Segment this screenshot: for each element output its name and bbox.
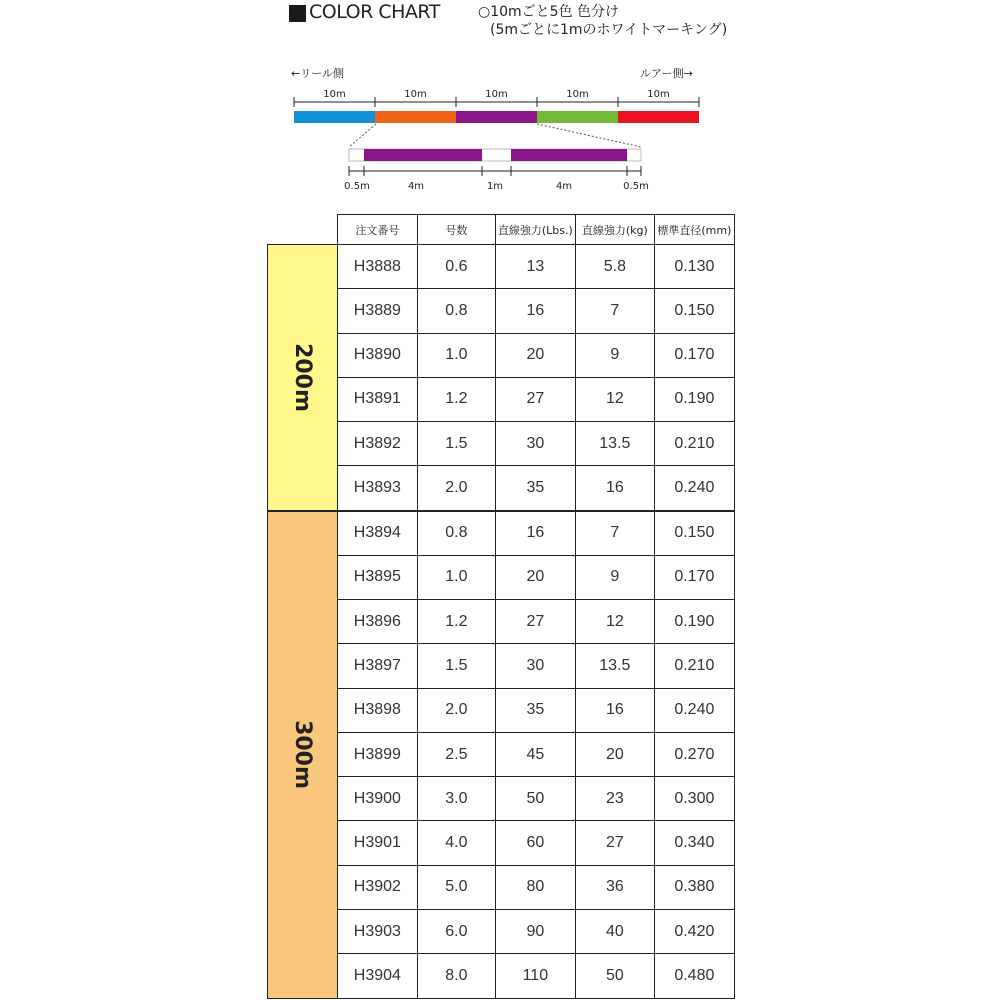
size-cell: 1.2 (417, 600, 495, 644)
table-row (268, 333, 735, 377)
order-no-cell: H3898 (337, 688, 417, 732)
diameter-cell: 0.210 (654, 422, 734, 466)
strength-lbs-cell: 16 (495, 511, 575, 556)
strength-kg-cell: 5.8 (575, 245, 654, 289)
strength-lbs-cell: 35 (495, 466, 575, 511)
table-row (268, 422, 735, 466)
strength-kg-cell: 16 (575, 466, 654, 511)
lure-side-label: ルアー側→ (640, 67, 693, 80)
length-group-label (268, 511, 338, 998)
color-segment (375, 111, 456, 123)
detail-length-label: 4m (407, 181, 425, 192)
order-no-cell: H3891 (337, 377, 417, 421)
order-no-cell: H3888 (337, 245, 417, 289)
diameter-cell: 0.270 (654, 732, 734, 776)
table-row (268, 644, 735, 688)
size-cell: 2.5 (417, 732, 495, 776)
size-cell: 1.0 (417, 333, 495, 377)
detail-length-label: 0.5m (623, 181, 649, 192)
order-no-cell: H3903 (337, 909, 417, 953)
strength-lbs-cell: 110 (495, 954, 575, 998)
diameter-cell: 0.190 (654, 600, 734, 644)
diameter-cell: 0.300 (654, 777, 734, 821)
segment-length-label: 10m (323, 89, 346, 100)
table-row (268, 954, 735, 998)
strength-lbs-cell: 30 (495, 644, 575, 688)
color-detail-segment (364, 149, 482, 161)
page-title: COLOR CHART (309, 1, 440, 23)
strength-lbs-cell: 90 (495, 909, 575, 953)
size-cell: 3.0 (417, 777, 495, 821)
diameter-cell: 0.380 (654, 865, 734, 909)
order-no-cell: H3894 (337, 511, 417, 556)
strength-lbs-cell: 80 (495, 865, 575, 909)
strength-kg-cell: 9 (575, 555, 654, 599)
strength-kg-cell: 12 (575, 377, 654, 421)
detail-length-label: 0.5m (344, 181, 370, 192)
header-order-no: 注文番号 (337, 215, 417, 245)
diameter-cell: 0.130 (654, 245, 734, 289)
strength-kg-cell: 12 (575, 600, 654, 644)
strength-lbs-cell: 50 (495, 777, 575, 821)
table-row (268, 466, 735, 511)
detail-length-label: 1m (486, 181, 504, 192)
strength-lbs-cell: 27 (495, 377, 575, 421)
segment-length-label: 10m (404, 89, 427, 100)
segment-length-label: 10m (647, 89, 670, 100)
spec-table (267, 214, 735, 999)
size-cell: 0.6 (417, 245, 495, 289)
segment-length-label: 10m (566, 89, 589, 100)
table-header-row (268, 215, 735, 245)
size-cell: 1.5 (417, 644, 495, 688)
diameter-cell: 0.150 (654, 289, 734, 333)
diameter-cell: 0.240 (654, 688, 734, 732)
table-row (268, 732, 735, 776)
marking-note: (5mごとに1mのホワイトマーキング) (490, 22, 728, 38)
color-segment (456, 111, 537, 123)
color-segment (537, 111, 618, 123)
header-strength-kg: 直線強力(kg) (575, 215, 654, 245)
order-no-cell: H3899 (337, 732, 417, 776)
header-size: 号数 (417, 215, 495, 245)
order-no-cell: H3904 (337, 954, 417, 998)
diameter-cell: 0.170 (654, 333, 734, 377)
strength-kg-cell: 13.5 (575, 422, 654, 466)
color-note: ○10mごと5色 色分け (478, 4, 620, 20)
strength-kg-cell: 16 (575, 688, 654, 732)
order-no-cell: H3892 (337, 422, 417, 466)
size-cell: 1.2 (417, 377, 495, 421)
detail-bar (344, 149, 649, 192)
strength-lbs-cell: 45 (495, 732, 575, 776)
table-row (268, 555, 735, 599)
strength-kg-cell: 36 (575, 865, 654, 909)
order-no-cell: H3900 (337, 777, 417, 821)
diameter-cell: 0.480 (654, 954, 734, 998)
table-row (268, 245, 735, 289)
size-cell: 2.0 (417, 688, 495, 732)
strength-kg-cell: 7 (575, 289, 654, 333)
diameter-cell: 0.240 (654, 466, 734, 511)
table-row (268, 865, 735, 909)
color-detail-segment (511, 149, 627, 161)
header-strength-lbs: 直線強力(Lbs.) (495, 215, 575, 245)
table-row (268, 909, 735, 953)
table-row (268, 688, 735, 732)
strength-kg-cell: 27 (575, 821, 654, 865)
size-cell: 5.0 (417, 865, 495, 909)
strength-lbs-cell: 27 (495, 600, 575, 644)
diameter-cell: 0.190 (654, 377, 734, 421)
color-diagram (0, 0, 1000, 200)
size-cell: 2.0 (417, 466, 495, 511)
size-cell: 8.0 (417, 954, 495, 998)
table-row (268, 600, 735, 644)
diameter-cell: 0.170 (654, 555, 734, 599)
strength-kg-cell: 20 (575, 732, 654, 776)
order-no-cell: H3895 (337, 555, 417, 599)
strength-lbs-cell: 60 (495, 821, 575, 865)
diameter-cell: 0.340 (654, 821, 734, 865)
table-row (268, 777, 735, 821)
size-cell: 1.0 (417, 555, 495, 599)
diameter-cell: 0.210 (654, 644, 734, 688)
strength-lbs-cell: 16 (495, 289, 575, 333)
length-group-text: 300m (289, 720, 315, 789)
length-group-text: 200m (289, 342, 315, 412)
order-no-cell: H3897 (337, 644, 417, 688)
strength-lbs-cell: 20 (495, 333, 575, 377)
size-cell: 0.8 (417, 289, 495, 333)
color-segment (294, 111, 375, 123)
strength-kg-cell: 13.5 (575, 644, 654, 688)
order-no-cell: H3896 (337, 600, 417, 644)
strength-lbs-cell: 35 (495, 688, 575, 732)
order-no-cell: H3893 (337, 466, 417, 511)
strength-lbs-cell: 20 (495, 555, 575, 599)
main-bar (294, 89, 699, 147)
size-cell: 0.8 (417, 511, 495, 556)
size-cell: 1.5 (417, 422, 495, 466)
segment-length-label: 10m (485, 89, 508, 100)
strength-lbs-cell: 30 (495, 422, 575, 466)
strength-kg-cell: 9 (575, 333, 654, 377)
reel-side-label: ←リール側 (291, 67, 344, 80)
diameter-cell: 0.150 (654, 511, 734, 556)
size-cell: 4.0 (417, 821, 495, 865)
table-row (268, 289, 735, 333)
detail-length-label: 4m (555, 181, 573, 192)
table-row (268, 821, 735, 865)
table-row (268, 377, 735, 421)
order-no-cell: H3889 (337, 289, 417, 333)
header-diameter: 標準直径(mm) (654, 215, 734, 245)
diameter-cell: 0.420 (654, 909, 734, 953)
order-no-cell: H3902 (337, 865, 417, 909)
size-cell: 6.0 (417, 909, 495, 953)
strength-kg-cell: 50 (575, 954, 654, 998)
strength-kg-cell: 40 (575, 909, 654, 953)
length-group-label (268, 245, 338, 511)
order-no-cell: H3890 (337, 333, 417, 377)
strength-kg-cell: 23 (575, 777, 654, 821)
order-no-cell: H3901 (337, 821, 417, 865)
color-segment (618, 111, 699, 123)
strength-lbs-cell: 13 (495, 245, 575, 289)
strength-kg-cell: 7 (575, 511, 654, 556)
table-row (268, 511, 735, 556)
